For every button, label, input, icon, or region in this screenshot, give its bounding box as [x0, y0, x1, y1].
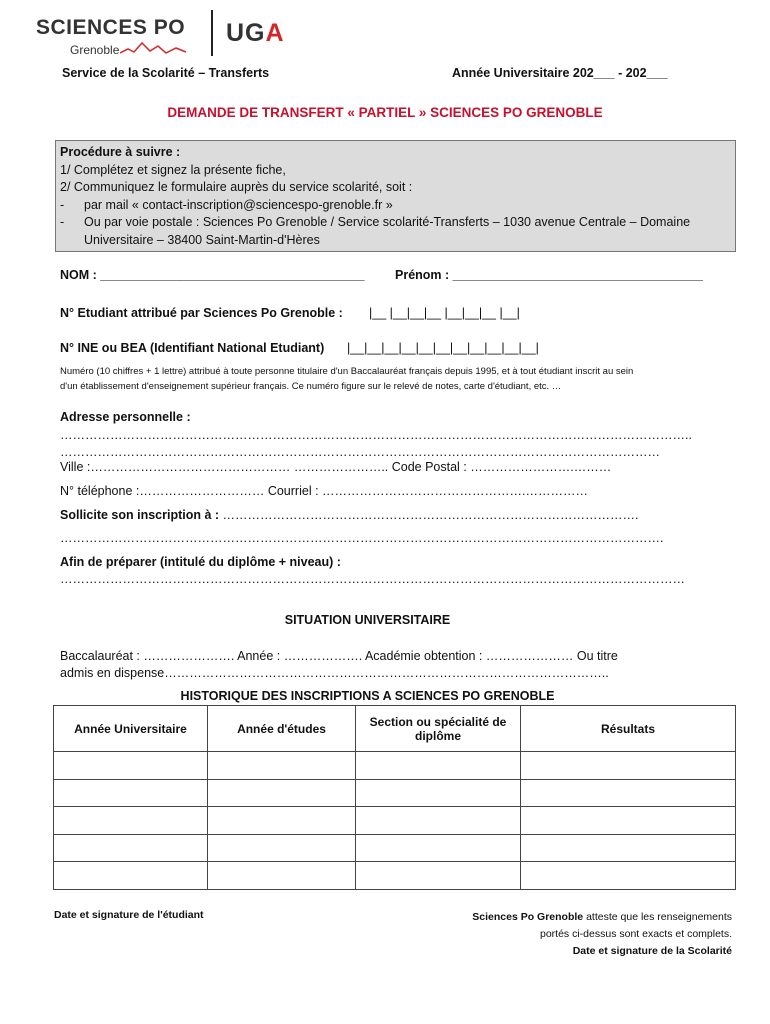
table-cell[interactable] [208, 834, 356, 862]
table-cell[interactable] [54, 752, 208, 780]
bac-line-2[interactable]: admis en dispense…………………………………………………………………………………………….. [60, 666, 609, 680]
mountain-line-icon [120, 40, 190, 56]
sciencespo-logo-sub: Grenoble [70, 43, 120, 57]
phone-email-field[interactable]: N° téléphone :………………………… Courriel : ………………………………………….…………… [60, 484, 588, 498]
address-heading: Adresse personnelle : [60, 410, 191, 424]
ville-postal-field[interactable]: Ville :………………………………………… ………………….. Code Postal : …………………….……… [60, 460, 612, 474]
sollicite-line-2[interactable]: ………………………………………………………………………………………………………………………………. [60, 531, 664, 545]
table-cell[interactable] [521, 862, 736, 890]
prenom-field[interactable]: Prénom : ____________________________________ [395, 268, 703, 282]
sciencespo-logo-main: SCIENCES PO [36, 16, 186, 39]
student-number-boxes[interactable]: |__ |__|__|__ |__|__|__ |__| [369, 306, 520, 320]
procedure-post-line-1: Ou par voie postale : Sciences Po Grenoble / Service scolarité-Transferts – 1030 avenue Centrale – Domaine [84, 215, 691, 229]
school-attestation [472, 909, 732, 960]
academic-year-header: Année Universitaire 202___ - 202___ [452, 66, 668, 80]
procedure-box [55, 140, 736, 252]
procedure-bullet-post [60, 214, 731, 249]
sollicite-label: Sollicite son inscription à : [60, 508, 220, 522]
table-cell[interactable] [208, 779, 356, 807]
table-cell[interactable] [54, 807, 208, 835]
col-section: Section ou spécialité de diplôme [356, 706, 521, 752]
uga-logo-text: UG [226, 19, 266, 47]
bullet-dash: - [60, 197, 65, 212]
student-signature-label: Date et signature de l'étudiant [54, 909, 204, 921]
ine-boxes[interactable]: |__|__|__|__|__|__|__|__|__|__|__| [347, 341, 539, 355]
table-cell[interactable] [356, 807, 521, 835]
table-cell[interactable] [521, 807, 736, 835]
address-line-2[interactable]: ……………………………………………………………………………………………………………………………… [60, 445, 660, 459]
procedure-heading: Procédure à suivre : [60, 145, 181, 159]
situation-heading: SITUATION UNIVERSITAIRE [284, 613, 451, 627]
bullet-dash: - [60, 215, 65, 229]
ine-note-line-1: Numéro (10 chiffres + 1 lettre) attribué à toute personne titulaire d'un Baccalauréat français depuis 1995, et à tout étudiant inscrit au sein [60, 366, 634, 377]
col-annee-universitaire: Année Universitaire [54, 706, 208, 752]
table-cell[interactable] [521, 752, 736, 780]
table-cell[interactable] [521, 779, 736, 807]
bac-line-1[interactable]: Baccalauréat : …………………. Année : ………………. Académie obtention : ………………… Ou titre [60, 649, 618, 663]
table-cell[interactable] [356, 834, 521, 862]
uga-logo [226, 19, 285, 48]
ine-note [60, 364, 740, 394]
table-cell[interactable] [54, 779, 208, 807]
procedure-mail-text: par mail « contact-inscription@sciencespo-grenoble.fr » [84, 197, 393, 212]
student-number-label: N° Etudiant attribué par Sciences Po Grenoble : [60, 306, 343, 320]
table-cell[interactable] [208, 807, 356, 835]
table-row [54, 779, 736, 807]
table-header-row [54, 706, 736, 752]
table-cell[interactable] [208, 862, 356, 890]
table-row [54, 834, 736, 862]
table-cell[interactable] [208, 752, 356, 780]
procedure-step-2: 2/ Communiquez le formulaire auprès du service scolarité, soit : [60, 180, 413, 194]
scolarite-signature-label: Date et signature de la Scolarité [572, 945, 732, 957]
table-row [54, 752, 736, 780]
ine-note-line-2: d'un établissement d'enseignement supérieur français. Ce numéro figure sur le relevé de notes, carte d'étudiant, etc. … [60, 381, 562, 392]
table-cell[interactable] [356, 752, 521, 780]
table-cell[interactable] [356, 862, 521, 890]
school-attestation-line-2: portés ci-dessus sont exacts et complets. [540, 928, 732, 940]
afin-label: Afin de préparer (intitulé du diplôme + niveau) : [60, 555, 341, 569]
table-cell[interactable] [54, 862, 208, 890]
nom-field[interactable]: NOM : ______________________________________ [60, 268, 365, 282]
ine-label: N° INE ou BEA (Identifiant National Etudiant) [60, 341, 325, 355]
sciencespo-logo [36, 14, 216, 62]
table-row [54, 862, 736, 890]
procedure-step-1: 1/ Complétez et signez la présente fiche, [60, 162, 286, 177]
logo-divider [211, 10, 213, 56]
afin-field[interactable]: …………………………………………………………………………………………………………………………………… [60, 572, 685, 586]
sollicite-field[interactable]: ………………………………………………………………………………………. [222, 508, 639, 522]
history-table [53, 705, 736, 890]
address-line-1[interactable]: …………………………………………………………………………………………………………………………………….. [60, 428, 692, 442]
service-header: Service de la Scolarité – Transferts [62, 66, 270, 80]
procedure-bullet-mail [60, 197, 731, 215]
table-row [54, 807, 736, 835]
procedure-post-line-2: Universitaire – 38400 Saint-Martin-d'Hères [84, 232, 320, 247]
uga-logo-mark: A [265, 19, 285, 47]
col-annee-etudes: Année d'études [208, 706, 356, 752]
history-heading: HISTORIQUE DES INSCRIPTIONS A SCIENCES PO GRENOBLE [180, 689, 555, 703]
col-resultats: Résultats [521, 706, 736, 752]
school-attestation-text: atteste que les renseignements [583, 911, 732, 923]
table-cell[interactable] [54, 834, 208, 862]
table-cell[interactable] [356, 779, 521, 807]
school-name: Sciences Po Grenoble [472, 911, 584, 923]
page-title: DEMANDE DE TRANSFERT « PARTIEL » SCIENCES PO GRENOBLE [167, 105, 603, 120]
table-cell[interactable] [521, 834, 736, 862]
